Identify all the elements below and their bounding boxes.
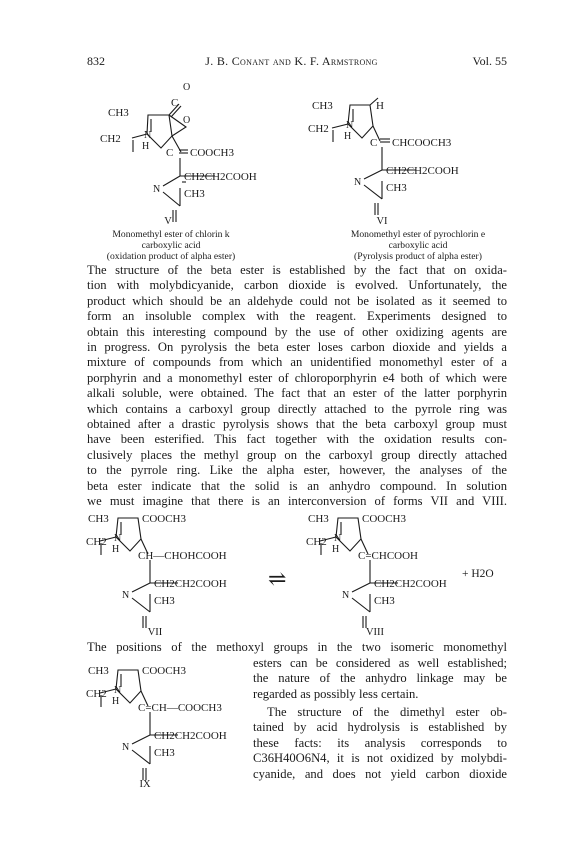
- formula-label: C=CHCOOH: [358, 550, 418, 562]
- formula-number-v: V: [164, 216, 172, 227]
- formula-label: N: [153, 184, 161, 195]
- structural-formula-v: [100, 82, 300, 227]
- text-line: alkali soluble, were obtained. The fact that an ester of the latter porphyrin: [87, 386, 507, 401]
- formula-label: H: [376, 100, 384, 112]
- text-line: obtain this interesting compound by the use of other oxidizing agents are: [87, 324, 507, 339]
- formula-number-ix: IX: [139, 779, 151, 790]
- formula-label: C=CH—COOCH3: [138, 702, 222, 714]
- formula-label: CH2CH2COOH: [374, 578, 447, 590]
- text-line: product which should be an aldehyde could not be isolated as it seemed to: [87, 293, 507, 308]
- formula-label: O: [183, 82, 191, 93]
- formula-label: CH2: [306, 536, 327, 548]
- formula-label: CH3: [88, 665, 109, 677]
- formula-label: CH2CH2COOH: [386, 165, 459, 177]
- text-line: the nature of the anhydro linkage may be: [253, 671, 507, 686]
- formula-label: CH3: [88, 513, 109, 525]
- text-line: obtained after a drastic pyrolysis shows that the beta carboxyl group must: [87, 417, 507, 432]
- formula-label: N: [354, 177, 362, 188]
- formula-label: N: [114, 533, 122, 544]
- body-paragraph-2-line-1: [87, 640, 507, 655]
- body-paragraph-1: [87, 263, 507, 510]
- formula-label: CH3: [184, 188, 205, 200]
- caption-line: (Pyrolysis product of alpha ester): [354, 251, 482, 262]
- body-paragraph-3: [253, 705, 507, 782]
- text-line: form an insoluble complex with the reagent. Experiments designed to: [87, 309, 507, 324]
- text-line: in progress. On pyrolysis the beta ester loses carbon dioxide and yields a: [87, 340, 507, 355]
- formula-label: CHCOOCH3: [392, 137, 452, 149]
- structural-formula-vi: [308, 95, 510, 230]
- text-line: mixture of compounds from which an unidentified monomethyl ester of a: [87, 355, 507, 370]
- formula-number-vi: VI: [376, 216, 388, 227]
- text-line: C36H40O6N4, it is not oxidized by molybdi-: [253, 751, 507, 766]
- text-line: tained by acid hydrolysis is established by: [253, 720, 507, 735]
- text-line: clusively places the methyl group on the carboxyl group directly attached: [87, 447, 507, 462]
- text-line: esters can be considered as well established;: [253, 656, 507, 670]
- text-line: to the pyrrole ring. Like the alpha ester, however, the analyses of the: [87, 463, 507, 478]
- formula-label: N: [122, 590, 130, 601]
- formula-label: COOCH3: [142, 665, 187, 677]
- formula-number-vii: VII: [147, 627, 163, 638]
- formula-label: C: [166, 147, 174, 159]
- formula-caption-v: [76, 229, 266, 262]
- text-line: porphyrin and a monomethyl ester of chloroporphyrin e4 both of which were: [87, 370, 507, 385]
- formula-number-viii: VIII: [365, 627, 385, 638]
- formula-label: CH2: [100, 133, 121, 145]
- text-line: tion with molybdicyanide, carbon dioxide is evolved. Unfortunately, the: [87, 278, 507, 293]
- equilibrium-arrows: ⇌: [268, 566, 287, 591]
- formula-label: H: [112, 696, 120, 707]
- formula-label: CH3: [154, 747, 175, 759]
- formula-label: COOCH3: [190, 147, 235, 159]
- volume-number: Vol. 55: [472, 54, 507, 68]
- formula-label: CH2CH2COOH: [184, 171, 257, 183]
- formula-label: CH2: [308, 123, 329, 135]
- structural-formula-viii: [308, 508, 488, 638]
- formula-label: N: [346, 120, 354, 131]
- text-line: beta ester indicate that the solid is an anhydro compound. In solution: [87, 478, 507, 493]
- formula-label: N: [144, 130, 152, 141]
- caption-line: carboxylic acid: [141, 240, 201, 251]
- formula-label: CH3: [312, 100, 333, 112]
- formula-label: H: [112, 544, 120, 555]
- structural-formula-vii: [88, 508, 268, 638]
- formula-label: CH2: [86, 536, 107, 548]
- text-line: which contains a carboxyl group directly attached to the pyrrole ring was: [87, 401, 507, 416]
- formula-label: CH3: [108, 107, 129, 119]
- caption-line: carboxylic acid: [388, 240, 448, 251]
- formula-label: N: [334, 533, 342, 544]
- plus-water: + H2O: [462, 568, 494, 580]
- formula-label: CH—CHOHCOOH: [138, 550, 227, 562]
- formula-label: COOCH3: [142, 513, 187, 525]
- formula-label: CH2CH2COOH: [154, 730, 227, 742]
- text-line: The positions of the methoxyl groups in the two isomeric monomethyl: [87, 640, 507, 654]
- formula-label: CH3: [374, 595, 395, 607]
- formula-label: N: [342, 590, 350, 601]
- formula-label: COOCH3: [362, 513, 407, 525]
- svg-text:CH3: [108, 107, 129, 119]
- text-line: have been esterified. This fact together with the oxidation results con-: [87, 432, 507, 447]
- text-line: cyanide, and does not yield carbon dioxide: [253, 766, 507, 781]
- caption-line: Monomethyl ester of chlorin k: [112, 229, 230, 240]
- text-line: regarded as possibly less certain.: [253, 686, 419, 701]
- text-line: The structure of the beta ester is established by the fact that on oxida-: [87, 263, 507, 277]
- formula-label: C: [171, 97, 179, 109]
- formula-label: CH3: [308, 513, 329, 525]
- formula-label: N: [114, 685, 122, 696]
- formula-label: CH3: [386, 182, 407, 194]
- formula-label: O: [183, 115, 191, 126]
- text-line: The structure of the dimethyl ester ob-: [267, 705, 507, 719]
- page-number: 832: [87, 54, 105, 68]
- formula-label: CH2CH2COOH: [154, 578, 227, 590]
- body-paragraph-2-wrapped: [253, 656, 507, 702]
- formula-label: H: [344, 131, 352, 142]
- running-head-authors: J. B. Conant and K. F. Armstrong: [205, 54, 378, 68]
- formula-label: N: [122, 742, 130, 753]
- formula-label: CH3: [154, 595, 175, 607]
- caption-line: (oxidation product of alpha ester): [106, 251, 236, 262]
- caption-line: Monomethyl ester of pyrochlorin e: [350, 229, 486, 240]
- formula-label: H: [332, 544, 340, 555]
- formula-caption-vi: [318, 229, 518, 262]
- text-line: we must imagine that there is an interconversion of forms VII and VIII.: [87, 494, 507, 509]
- structural-formula-ix: [88, 660, 258, 790]
- formula-label: H: [142, 141, 150, 152]
- text-line: these facts: its analysis corresponds to: [253, 735, 507, 750]
- formula-label: CH2: [86, 688, 107, 700]
- formula-label: C: [370, 137, 378, 149]
